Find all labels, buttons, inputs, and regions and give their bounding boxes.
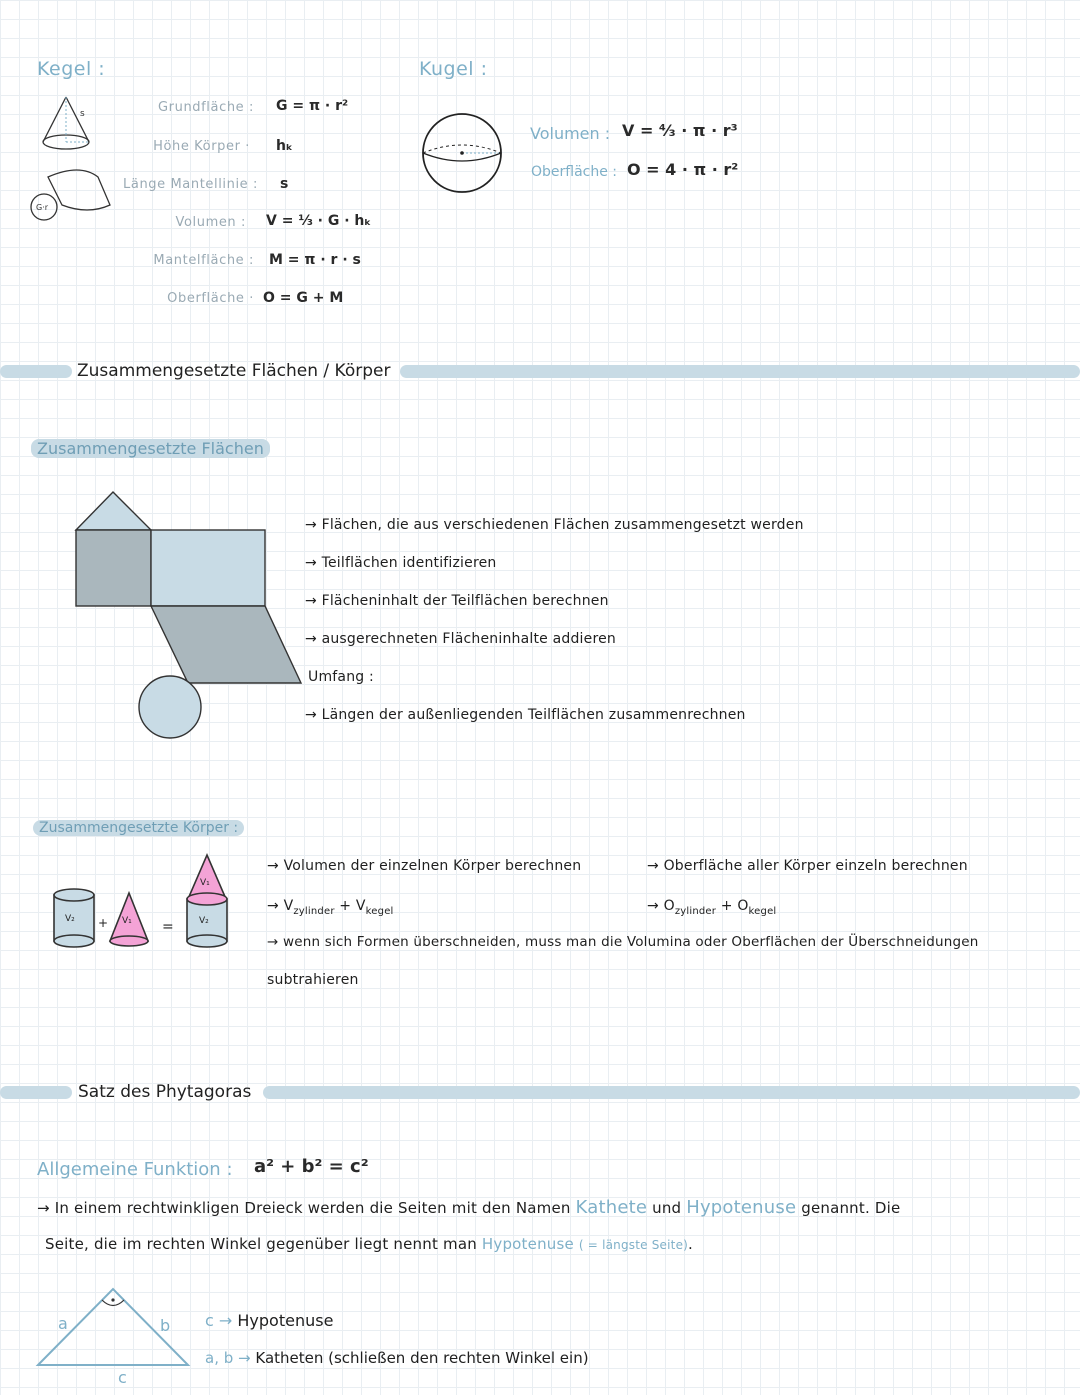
kegel-label-mantelflaeche: Mantelfläche : <box>153 253 254 268</box>
flaechen-title: Zusammengesetzte Flächen <box>31 439 270 458</box>
koerper-right-sub-kegel: kegel <box>748 905 777 917</box>
koerper-right-sub-zylinder: zylinder <box>674 905 717 917</box>
koerper-left-2 <box>267 898 394 917</box>
legend-key-ab: a, b → <box>205 1349 251 1367</box>
kegel-label-hoehe: Höhe Körper · <box>153 139 250 154</box>
cone-net-diagram <box>28 165 113 225</box>
cone-v1-label: V₁ <box>122 916 132 926</box>
kegel-formula-mantellinie: s <box>280 176 289 192</box>
plus-sign: + <box>98 916 109 930</box>
kegel-formula-grundflaeche: G = π · r² <box>276 98 349 114</box>
kegel-formula-mantelflaeche: M = π · r · s <box>269 252 361 268</box>
pythagoras-line2-period: . <box>688 1235 694 1253</box>
sphere-diagram <box>421 113 503 195</box>
kegel-label-oberflaeche: Oberfläche · <box>167 291 254 306</box>
term-hypotenuse-2: Hypotenuse <box>481 1235 574 1253</box>
koerper-left-v: → V <box>267 898 294 914</box>
koerper-note-line2: subtrahieren <box>267 972 359 988</box>
legend-katheten <box>205 1349 589 1367</box>
flaechen-point-2: → Teilflächen identifizieren <box>305 555 497 571</box>
flaechen-point-4: → ausgerechneten Flächeninhalte addieren <box>305 631 616 647</box>
koerper-right-o: → O <box>647 898 675 914</box>
kegel-formula-hoehe: hₖ <box>276 138 293 154</box>
koerper-left-sub-kegel: kegel <box>365 905 394 917</box>
koerper-left-1: → Volumen der einzelnen Körper berechnen <box>267 858 582 874</box>
legend-hypotenuse <box>205 1311 333 1330</box>
composite-body-diagram <box>50 853 235 953</box>
pythagoras-und: und <box>652 1199 682 1217</box>
section1-title: Zusammengesetzte Flächen / Körper <box>77 361 391 381</box>
koerper-left-plus-v: + V <box>334 898 366 914</box>
kugel-volumen-label: Volumen : <box>530 124 611 143</box>
right-triangle-diagram <box>36 1285 196 1385</box>
legend-val-hypotenuse: Hypotenuse <box>237 1311 334 1330</box>
kugel-oberflaeche-label: Oberfläche : <box>531 164 618 180</box>
kugel-oberflaeche-formula: O = 4 · π · r² <box>627 160 739 179</box>
pythagoras-text-line2 <box>45 1235 693 1253</box>
koerper-right-2 <box>647 898 776 917</box>
section2-bar-left <box>0 1086 72 1099</box>
section1-bar-right <box>400 365 1080 378</box>
pythagoras-line1-start: → In einem rechtwinkligen Dreieck werden die Seiten mit den Namen <box>37 1199 571 1217</box>
composite-shapes-diagram <box>70 488 310 743</box>
kegel-label-grundflaeche: Grundfläche : <box>157 100 254 115</box>
kugel-title: Kugel : <box>419 58 488 80</box>
kegel-title: Kegel : <box>37 58 106 80</box>
legend-val-katheten: Katheten (schließen den rechten Winkel ein) <box>255 1349 589 1367</box>
section2-bar-right <box>263 1086 1080 1099</box>
cone-diagram <box>40 92 100 154</box>
koerper-title: Zusammengesetzte Körper : <box>33 820 244 836</box>
koerper-note-line1: → wenn sich Formen überschneiden, muss man die Volumina oder Oberflächen der Überschneidungen <box>267 934 979 950</box>
cylinder-v2-label: V₂ <box>65 914 75 924</box>
kegel-formula-oberflaeche: O = G + M <box>263 290 344 306</box>
combined-v1-label: V₁ <box>200 878 210 888</box>
equals-sign: = <box>162 919 174 935</box>
koerper-left-sub-zylinder: zylinder <box>293 905 335 917</box>
kegel-label-volumen: Volumen : <box>175 215 246 230</box>
pythagoras-formula: a² + b² = c² <box>254 1156 369 1177</box>
triangle-label-a: a <box>58 1314 68 1333</box>
triangle-label-c: c <box>118 1368 127 1387</box>
pythagoras-line1-end: genannt. Die <box>801 1199 901 1217</box>
flaechen-umfang: Umfang : <box>308 669 374 685</box>
section1-bar-left <box>0 365 72 378</box>
koerper-right-1: → Oberfläche aller Körper einzeln berechnen <box>647 858 968 874</box>
cone-net-g-label: G·r <box>36 203 49 212</box>
flaechen-point-3: → Flächeninhalt der Teilflächen berechnen <box>305 593 609 609</box>
pythagoras-line2-start: Seite, die im rechten Winkel gegenüber liegt nennt man <box>45 1235 477 1253</box>
kegel-label-mantellinie: Länge Mantellinie : <box>123 177 258 192</box>
flaechen-point-1: → Flächen, die aus verschiedenen Flächen zusammengesetzt werden <box>305 517 804 533</box>
kugel-volumen-formula: V = ⁴⁄₃ · π · r³ <box>622 121 738 140</box>
pythagoras-text-line1 <box>37 1197 900 1218</box>
section2-title: Satz des Phytagoras <box>78 1082 252 1102</box>
koerper-right-plus-o: + O <box>716 898 749 914</box>
triangle-label-b: b <box>160 1316 171 1335</box>
flaechen-point-5: → Längen der außenliegenden Teilflächen zusammenrechnen <box>305 707 746 723</box>
legend-key-c: c → <box>205 1311 233 1330</box>
pythagoras-laengste-seite: ( = längste Seite) <box>578 1238 689 1252</box>
term-kathete: Kathete <box>575 1197 648 1218</box>
cone-s-label: s <box>80 109 85 119</box>
combined-v2-label: V₂ <box>199 916 209 926</box>
kegel-formula-volumen: V = ⅓ · G · hₖ <box>266 213 372 229</box>
pythagoras-label: Allgemeine Funktion : <box>37 1159 233 1180</box>
term-hypotenuse: Hypotenuse <box>686 1197 797 1218</box>
